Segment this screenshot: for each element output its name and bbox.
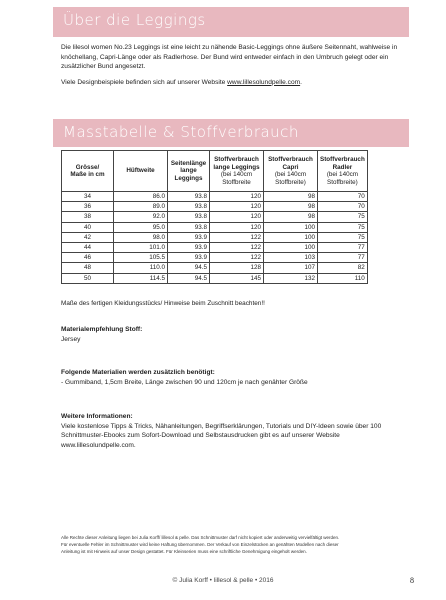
table-cell: 75: [318, 222, 368, 232]
additional-materials-block: [61, 368, 413, 387]
size-table: [61, 150, 368, 284]
page-footer: © Julia Korff • lillesol & pelle • 2016: [172, 577, 274, 584]
material-label: Materialempfehlung Stoff:: [61, 326, 143, 333]
table-cell: 105.5: [114, 253, 168, 263]
table-cell: 122: [210, 242, 264, 252]
table-row: [62, 212, 368, 222]
further-info-block: [61, 412, 413, 450]
table-cell: 70: [318, 192, 368, 202]
table-cell: 93.8: [168, 192, 210, 202]
website-link[interactable]: www.lillesolundpelle.com: [227, 78, 301, 86]
table-cell: 93.9: [168, 232, 210, 242]
table-cell: 93.9: [168, 253, 210, 263]
header-fabric-cycling: Stoffverbrauch Radler (bei 140cm Stoffbreite): [318, 151, 368, 192]
intro-block: [61, 43, 413, 87]
table-cell: 100: [264, 232, 318, 242]
table-cell: 93.9: [168, 242, 210, 252]
table-cell: 94.5: [168, 273, 210, 283]
table-cell: 42: [62, 232, 114, 242]
section-heading-about: Über die Leggings: [63, 11, 206, 29]
table-cell: 120: [210, 222, 264, 232]
table-note: Maße des fertigen Kleidungsstücks/ Hinweise beim Zuschnitt beachten!!: [61, 300, 265, 307]
table-cell: 93.8: [168, 212, 210, 222]
footnote-line-1: Alle Rechte dieser Anleitung liegen bei Julia Korff/ lillesol & pelle. Das Schnittmuster darf nicht kopiert oder anderweitig vervielfältigt werden.: [61, 535, 340, 540]
header-fabric-capri: Stoffverbrauch Capri (bei 140cm Stoffbreite): [264, 151, 318, 192]
intro-paragraph: Die lilesol women No.23 Leggings ist eine leicht zu nähende Basic-Leggings ohne äußere Seitennaht, wahlweise in knöchellang, Capri-Länge oder als Radlerhose. Der Bund wird entweder einfach in den Umbruch gelegt oder ein zusätzlicher Bund angesetzt.: [61, 44, 398, 71]
table-cell: 40: [62, 222, 114, 232]
material-value: Jersey: [61, 335, 81, 343]
table-row: [62, 192, 368, 202]
additional-materials-label: Folgende Materialien werden zusätzlich benötigt:: [61, 369, 215, 376]
table-cell: 77: [318, 242, 368, 252]
table-cell: 98.0: [114, 232, 168, 242]
section-banner-about: [53, 7, 409, 37]
table-cell: 107: [264, 263, 318, 273]
further-info-label: Weitere Informationen:: [61, 413, 133, 420]
additional-materials-value: - Gummiband, 1,5cm Breite, Länge zwischen 90 und 120cm je nach genähter Größe: [61, 378, 308, 386]
copyright-footnote: [61, 534, 421, 555]
table-row: [62, 202, 368, 212]
table-cell: 44: [62, 242, 114, 252]
table-cell: 120: [210, 202, 264, 212]
table-cell: 93.8: [168, 202, 210, 212]
table-row: [62, 242, 368, 252]
table-cell: 103: [264, 253, 318, 263]
table-cell: 94.5: [168, 263, 210, 273]
table-cell: 95.0: [114, 222, 168, 232]
table-cell: 122: [210, 253, 264, 263]
table-cell: 92.0: [114, 212, 168, 222]
examples-end: .: [300, 78, 302, 86]
material-block: [61, 325, 413, 344]
further-info-text: Viele kostenlose Tipps & Tricks, Nähanleitungen, Begriffserklärungen, Tutorials und DIY-Ideen sowie über 100 Schnittmuster-Ebooks zum Sofort-Download und Selbstausdrucken gibt es auf unserer Website www.lillesolundpelle.com.: [61, 422, 382, 449]
table-cell: 46: [62, 253, 114, 263]
table-cell: 120: [210, 192, 264, 202]
header-hip: Hüftweite: [114, 151, 168, 192]
table-row: [62, 253, 368, 263]
table-cell: 82: [318, 263, 368, 273]
table-cell: 132: [264, 273, 318, 283]
table-cell: 101.0: [114, 242, 168, 252]
examples-text: Viele Designbeispiele befinden sich auf unserer Website: [61, 78, 228, 86]
table-cell: 98: [264, 212, 318, 222]
table-cell: 86.0: [114, 192, 168, 202]
table-cell: 70: [318, 202, 368, 212]
table-cell: 75: [318, 232, 368, 242]
table-cell: 77: [318, 253, 368, 263]
table-row: [62, 232, 368, 242]
table-cell: 98: [264, 192, 318, 202]
section-heading-size-chart: Masstabelle & Stoffverbrauch: [63, 123, 299, 141]
table-cell: 100: [264, 222, 318, 232]
table-cell: 122: [210, 232, 264, 242]
table-cell: 89.0: [114, 202, 168, 212]
table-cell: 100: [264, 242, 318, 252]
table-cell: 145: [210, 273, 264, 283]
header-fabric-long: Stoffverbrauch lange Leggings (bei 140cm Stoffbreite: [210, 151, 264, 192]
table-cell: 48: [62, 263, 114, 273]
size-table-body: [62, 192, 368, 284]
header-size: Grösse/ Maße in cm: [62, 151, 114, 192]
page-number: 8: [410, 576, 414, 585]
table-cell: 114.5: [114, 273, 168, 283]
table-cell: 98: [264, 202, 318, 212]
table-cell: 120: [210, 212, 264, 222]
footnote-line-3: Anleitung ist mit Hinweis auf unser Design gestattet. Für Kleinserien muss eine schriftliche Genehmigung eingeholt werden.: [61, 549, 307, 554]
size-table-header-row: [62, 151, 368, 192]
table-cell: 128: [210, 263, 264, 273]
header-side-length: Seitenlänge lange Leggings: [168, 151, 210, 192]
table-cell: 36: [62, 202, 114, 212]
table-cell: 38: [62, 212, 114, 222]
table-row: [62, 263, 368, 273]
table-cell: 110: [318, 273, 368, 283]
table-row: [62, 222, 368, 232]
table-cell: 75: [318, 212, 368, 222]
section-banner-size-chart: [53, 119, 409, 147]
footnote-line-2: Für eventuelle Fehler im Schnittmuster wird keine Haftung übernommen. Der Verkauf von Einzelstücken an genähten Modellen nach dieser: [61, 542, 339, 547]
table-cell: 110.0: [114, 263, 168, 273]
examples-line: [61, 78, 413, 88]
table-cell: 34: [62, 192, 114, 202]
table-cell: 50: [62, 273, 114, 283]
table-cell: 93.8: [168, 222, 210, 232]
table-row: [62, 273, 368, 283]
